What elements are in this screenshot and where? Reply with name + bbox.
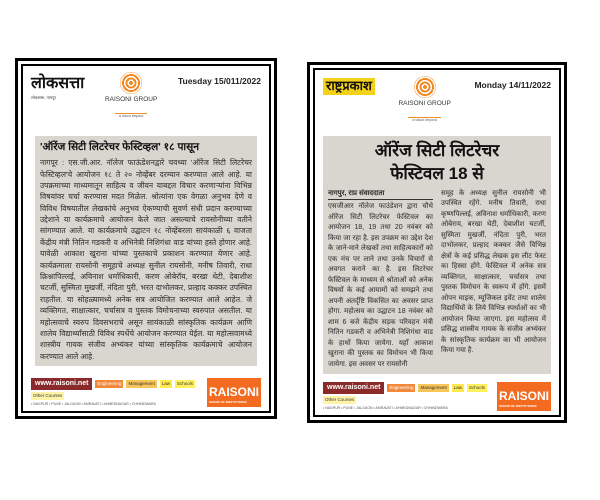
loksatta-masthead bbox=[31, 72, 84, 100]
group-tagline: a vision beyond bbox=[408, 117, 440, 123]
raisoni-swirl-icon bbox=[120, 72, 142, 94]
category-engineering: Engineering bbox=[95, 380, 123, 388]
clipping-header bbox=[31, 72, 261, 122]
clipping-date: Tuesday 15/011/2022 bbox=[177, 76, 261, 86]
article-body: नागपूर : एस.जी.आर. नॉलेज फाऊंडेशनद्वारे चवथ्या 'ऑरेंज सिटी लिटरेचर फेस्टिव्हल'चे आयोजन १८ ते २० नोव्हेंबर दरम्यान करण्यात आले आहे. या उपक्रमाच्या माध्यमातून साहित्य व जीवन याबद्दल विचार करणाऱ्यांना विभिन्न विषयांवर चर्चा करण्यास मदत मिळेल. श्रोत्यांना एक वेगळा अनुभव देणे व विविध विषयातील लेखकांचे अनुभव ऐकण्याची सुवर्ण संधी प्रदान करण्याच्या उद्देशाने या कार्यक्रमाचे आयोजन केले जात असल्याचे रायसोनीच्या वतीने सांगण्यात आले. या कार्यक्रमाचे उद्घाटन १८ नोव्हेंबरला सायंकाळी ६ वाजता केंद्रीय मंत्री नितिन गडकरी व अभिनेत्री निशिगंधा वाड यांच्या हस्ते होणार आहे. यावेळी आकाश खुराना यांच्या पुस्तकाचे प्रकाशन करण्यात येणार आहे. कार्यक्रमाला रायसोनी समूहाचे अध्यक्ष सुनील रायसोनी, मनीष तिवारी, राधा क्रिश्नापिल्लई, अविनाश धर्माधिकारी, करण ओबेरॉय, बरखा थेटी, देबाशीश चटर्जी, सुस्मिता मुखर्जी, नंदिता पुरी, भरत दाभोलकर, प्रल्हाद कक्कर उपस्थित राहतील. या सोहळ्यामध्ये अनेक सत्र आयोजित करण्यात आले आहेत. जे व्यक्तिगत, साक्षात्कार, चर्चासत्र व पुस्तक विमोचनाच्या स्वरुपात असतील. या महोत्सवाचे स्वरुप दिवसभराचे असून सायंकाळी सांस्कृतिक कार्यक्रम आणि शालेय विद्यार्थ्यांसाठी विविध स्पर्धेचे आयोजन करण्यात येईल. या महोत्सवामध्ये शास्त्रीय गायक संजीव अभ्यंकर यांच्या सांस्कृतिक कार्यक्रमाचे आयोजन करण्यात आले आहे. bbox=[40, 158, 252, 361]
article-column-2: समूह के अध्यक्ष सुनील रायसोनी भी उपस्थित रहेंगे. मनीष तिवारी, राधा कृष्णपिल्लई, अविनाश धर्माधिकारी, करण ओबेराय, बरखा थेटी, देबाशीश चटर्जी, सुस्मिता मुखर्जी, नंदिता पुरी, भरत दाभोलकर, प्रल्हाद कक्कर जैसे विभिन्न क्षेत्रों के कई प्रसिद्ध लेखक इस लीट फेस्ट का हिस्सा होंगे. फेस्टिवल में अनेक सत्र व्यक्तिगत, साक्षात्कार, चर्चासत्र तथा पुस्तक विमोचन के स्वरूप में होंगे. इसमें ओपन माइक, म्यूजिकल इवेंट तथा शालेय विद्यार्थियों के लिये विभिन्न स्पर्धाओं का भी आयोजन किया जाएगा. इस महोत्सव में प्रसिद्ध शास्त्रीय गायक के संजीव अभ्यंकर के सांस्कृतिक कार्यक्रम का भी आयोजन किया गया है. bbox=[441, 189, 546, 355]
raisoni-group-logo bbox=[397, 76, 453, 126]
group-name: RAISONI GROUP bbox=[104, 96, 158, 103]
loksatta-logo: लोकसत्ता bbox=[31, 75, 85, 92]
cities-list: • NAGPUR • PUNE • JALGAON • AMRAVATI • AHMEDNAGAR • CHHINDWARA bbox=[323, 406, 448, 411]
headline-line2: फेस्टिवल 18 से bbox=[390, 163, 484, 183]
raisoni-brand-logo: RAISONI GROUP OF INSTITUTIONS bbox=[497, 382, 551, 411]
clipping-header bbox=[323, 76, 551, 126]
headline: 'ऑरेंज सिटी लिटरेचर फेस्टिव्हल' १८ पासून bbox=[40, 141, 200, 154]
raisoni-brand-logo: RAISONI GROUP OF INSTITUTIONS bbox=[207, 378, 261, 407]
news-clipping bbox=[323, 136, 551, 374]
clipping-rashtraprakash bbox=[307, 62, 567, 423]
category-law: Law bbox=[160, 380, 172, 388]
category-engineering: Engineering bbox=[387, 384, 415, 392]
category-other-courses: Other Courses bbox=[31, 392, 64, 400]
raisoni-footer bbox=[323, 382, 551, 411]
raisoni-swirl-icon bbox=[414, 76, 436, 98]
byline: नागपुर, राप्र संवाददाता bbox=[328, 189, 433, 201]
rashtraprakash-masthead bbox=[323, 76, 375, 95]
clipping-date: Monday 14/11/2022 bbox=[474, 80, 551, 90]
category-schools: Schools bbox=[467, 384, 487, 392]
news-clipping bbox=[35, 136, 257, 366]
cities-list: • NAGPUR • PUNE • JALGAON • AMRAVATI • AHMEDNAGAR • CHHINDWARA bbox=[31, 402, 156, 407]
category-schools: Schools bbox=[175, 380, 195, 388]
category-management: Management bbox=[418, 384, 448, 392]
category-management: Management bbox=[126, 380, 156, 388]
website-link[interactable]: www.raisoni.net bbox=[31, 378, 92, 390]
group-name: RAISONI GROUP bbox=[398, 100, 451, 107]
rashtraprakash-logo: राष्ट्रप्रकाश bbox=[323, 78, 375, 95]
raisoni-group-logo bbox=[103, 72, 159, 122]
category-law: Law bbox=[452, 384, 464, 392]
raisoni-footer bbox=[31, 378, 261, 407]
headline-line1: ऑरेंज सिटी लिटरेचर bbox=[374, 141, 500, 161]
website-link[interactable]: www.raisoni.net bbox=[323, 382, 384, 394]
clipping-loksatta bbox=[15, 58, 277, 419]
article-column-1: एसजीआर नॉलेज फाउंडेशन द्वारा चौथे ऑरेंज सिटी लिटरेचर फेस्टिवल का आयोजन 18, 19 तथा 20 नवंबर को किया जा रहा है. इस उपक्रम का उद्देश देश के जाने-माने लेखकों तथा साहित्यकारों को एक मंच पर लाने तथा उनके विचारों से अवगत कराने का है. इस लिटरेचर फेस्टिवल के माध्यम से श्रोताओं को अनेक विषयों के कई आयामों को समझने तथा अपनी अंतर्दृष्टि विकसित का अवसर प्राप्त होगा. महोत्सव का उद्घाटन 18 नवंबर को शाम 6 बजे केंद्रीय सड़क परिवहन मंत्री नितिन गडकरी व अभिनेत्री निशिगंधा वाड के हाथों किया जायेगा. यहाँ आकाश खुराना की पुस्तक का विमोचन भी किया जायेगा. इस अवसर पर रायसोनी bbox=[328, 203, 433, 368]
loksatta-tagline: लोकसत्ता, नागपूर bbox=[31, 94, 56, 100]
category-other-courses: Other Courses bbox=[323, 396, 356, 404]
group-tagline: a vision beyond bbox=[115, 113, 147, 119]
